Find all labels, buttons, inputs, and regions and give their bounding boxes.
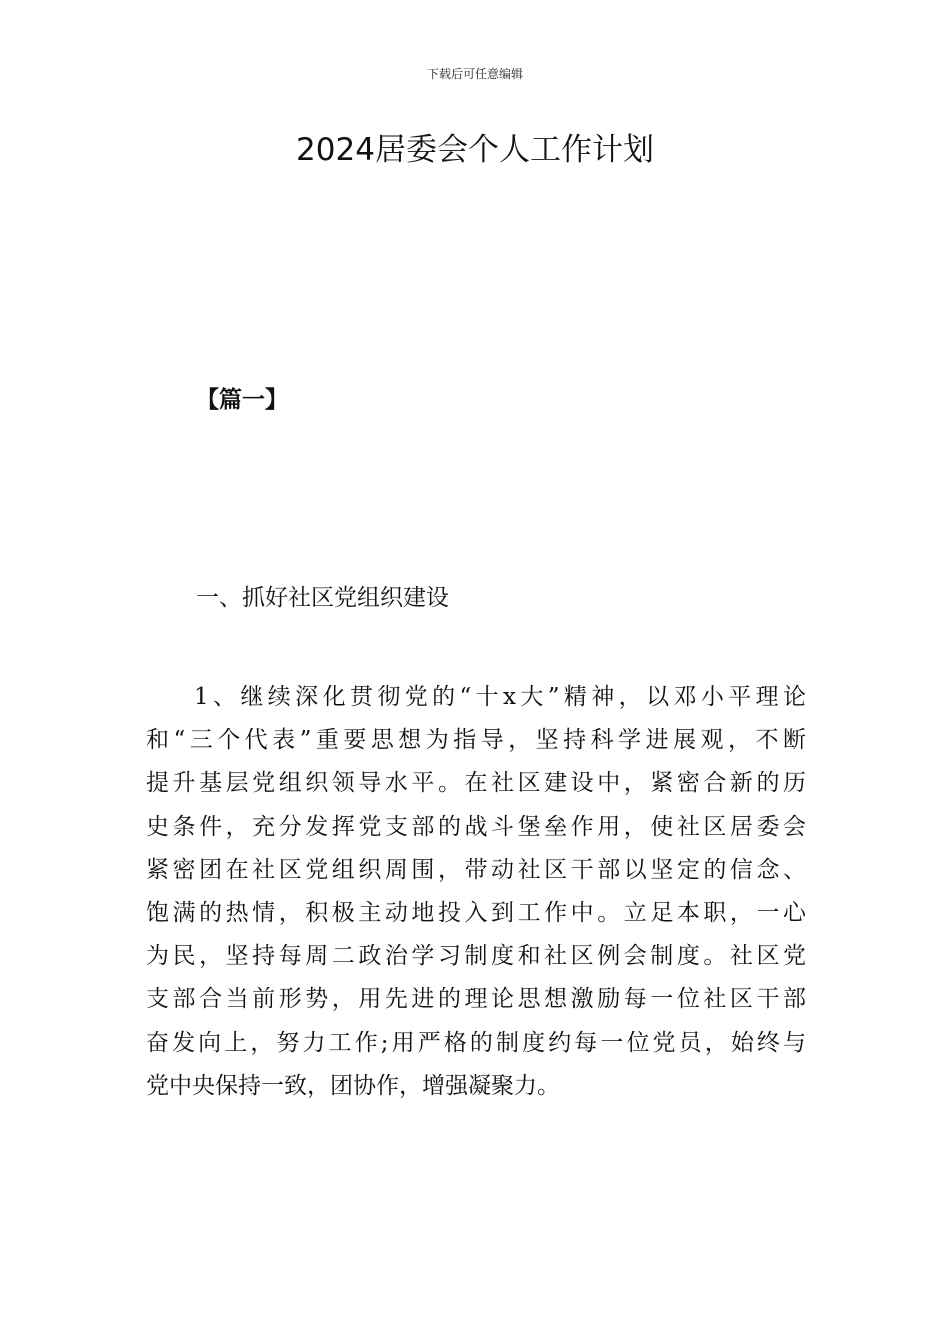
body-paragraph — [146, 676, 806, 1108]
section-heading: 一、抓好社区党组织建设 — [196, 585, 449, 611]
paragraph-line: 1、继续深化贯彻党的“十x大”精神，以邓小平理论 — [194, 684, 806, 710]
paragraph-line: 党中央保持一致，团协作，增强凝聚力。 — [146, 1072, 560, 1099]
paragraph-line: 支部合当前形势，用先进的理论思想激励每一位社区干部 — [146, 986, 806, 1013]
page-header-note: 下载后可任意编辑 — [426, 67, 523, 81]
paragraph-line: 和“三个代表”重要思想为指导，坚持科学进展观，不断 — [146, 727, 806, 754]
paragraph-line: 紧密团在社区党组织周围，带动社区干部以坚定的信念、 — [146, 856, 806, 883]
paragraph-line: 奋发向上，努力工作;用严格的制度约每一位党员，始终与 — [146, 1029, 806, 1056]
paragraph-line: 史条件，充分发挥党支部的战斗堡垒作用，使社区居委会 — [146, 813, 806, 840]
paragraph-line: 为民，坚持每周二政治学习制度和社区例会制度。社区党 — [146, 943, 806, 970]
paragraph-line: 提升基层党组织领导水平。在社区建设中，紧密合新的历 — [146, 770, 806, 797]
document-title: 2024居委会个人工作计划 — [296, 132, 654, 168]
section-tag: 【篇一】 — [196, 386, 288, 413]
paragraph-line: 饱满的热情，积极主动地投入到工作中。立足本职，一心 — [146, 899, 806, 926]
